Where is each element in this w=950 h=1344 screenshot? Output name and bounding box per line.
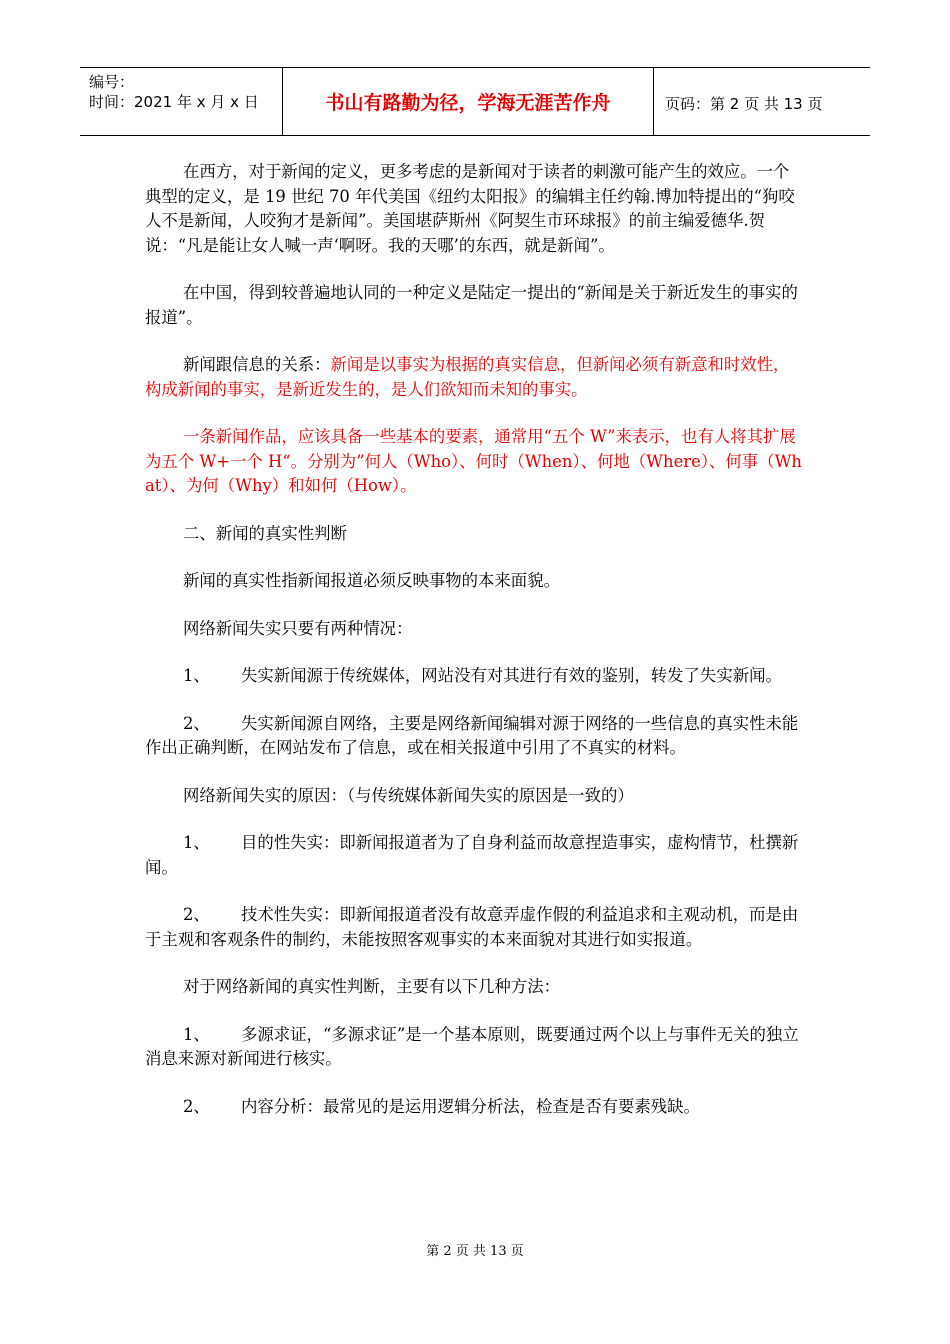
paragraph-two-cases xyxy=(145,617,805,642)
section-heading-text: 二、新闻的真实性判断 xyxy=(183,523,347,543)
list-item-text: 技术性失实：即新闻报道者没有故意弄虚作假的利益追求和主观动机，而是由于主观和客观条件的制约，未能按照客观事实的本来面貌对其进行如实报道。 xyxy=(145,905,799,949)
paragraph-news-information xyxy=(145,353,805,402)
paragraph-prefix: 新闻跟信息的关系： xyxy=(183,355,331,374)
list-item-text: 失实新闻源自网络，主要是网络新闻编辑对源于网络的一些信息的真实性未能作出正确判断，在网站发布了信息，或在相关报道中引用了不真实的材料。 xyxy=(145,713,799,757)
list-item xyxy=(145,712,805,761)
document-body xyxy=(145,160,805,1142)
list-number: 2、 xyxy=(183,1096,210,1116)
paragraph-five-w xyxy=(145,425,805,499)
document-date: 时间：2021 年 x 月 x 日 xyxy=(89,93,259,111)
header-motto-cell xyxy=(282,68,654,135)
highlighted-text: 一条新闻作品，应该具备一些基本的要素，通常用“五个 W”来表示，也有人将其扩展为五个 W+一个 H“。分别为”何人（Who）、何时（When）、何地（Where）、何事（What）、为何（Why）和如何（How）。 xyxy=(145,427,802,495)
paragraph-methods xyxy=(145,975,805,1000)
list-number: 1、 xyxy=(183,833,210,852)
list-item xyxy=(145,664,805,689)
list-item-text: 失实新闻源于传统媒体，网站没有对其进行有效的鉴别，转发了失实新闻。 xyxy=(241,666,782,685)
list-number: 1、 xyxy=(183,666,210,685)
list-number: 2、 xyxy=(183,905,210,924)
list-item-text: 目的性失实：即新闻报道者为了自身利益而故意捏造事实，虚构情节，杜撰新闻。 xyxy=(145,833,799,877)
list-item xyxy=(145,831,805,880)
header-page-code: 页码：第 2 页 共 13 页 xyxy=(665,95,823,113)
header-meta-cell xyxy=(80,68,282,135)
highlighted-text: 新闻是以事实为根据的真实信息，但新闻必须有新意和时效性，构成新闻的事实，是新近发生的，是人们欲知而未知的事实。 xyxy=(145,355,790,399)
paragraph-chinese-definition xyxy=(145,281,805,330)
paragraph-causes xyxy=(145,784,805,809)
list-item xyxy=(145,1023,805,1072)
paragraph-text: 网络新闻失实的原因：（与传统媒体新闻失实的原因是一致的） xyxy=(183,785,634,805)
list-number: 1、 xyxy=(183,1024,210,1044)
document-header xyxy=(80,67,870,136)
list-item-text: 多源求证，“多源求证”是一个基本原则，既要通过两个以上与事件无关的独立消息来源对新闻进行核实。 xyxy=(145,1024,799,1068)
header-motto: 书山有路勤为径，学海无涯苦作舟 xyxy=(325,92,611,114)
paragraph-text: 新闻的真实性指新闻报道必须反映事物的本来面貌。 xyxy=(183,571,560,590)
paragraph-text: 在西方，对于新闻的定义，更多考虑的是新闻对于读者的刺激可能产生的效应。一个典型的定义，是 19 世纪 70 年代美国《纽约太阳报》的编辑主任约翰.博加特提出的“狗咬人不是新闻，人咬狗才是新闻”。美国堪萨斯州《阿契生市环球报》的前主编爱德华.贺说：“凡是能让女人喊一声‘啊呀。我的天哪’的东西，就是新闻”。 xyxy=(145,162,795,255)
paragraph-text: 网络新闻失实只要有两种情况： xyxy=(183,618,413,638)
document-number-label: 编号： xyxy=(89,73,135,91)
section-heading xyxy=(145,522,805,547)
page-footer: 第 2 页 共 13 页 xyxy=(426,1244,524,1259)
list-item xyxy=(145,903,805,952)
paragraph-text: 在中国，得到较普遍地认同的一种定义是陆定一提出的“新闻是关于新近发生的事实的报道”。 xyxy=(145,283,798,327)
paragraph-truth-definition xyxy=(145,569,805,594)
paragraph-text: 对于网络新闻的真实性判断，主要有以下几种方法： xyxy=(183,977,560,996)
list-item xyxy=(145,1095,805,1120)
list-number: 2、 xyxy=(183,713,210,733)
paragraph-western-definition xyxy=(145,160,805,258)
list-item-text: 内容分析：最常见的是运用逻辑分析法，检查是否有要素残缺。 xyxy=(241,1096,700,1116)
header-page-cell xyxy=(654,68,870,135)
